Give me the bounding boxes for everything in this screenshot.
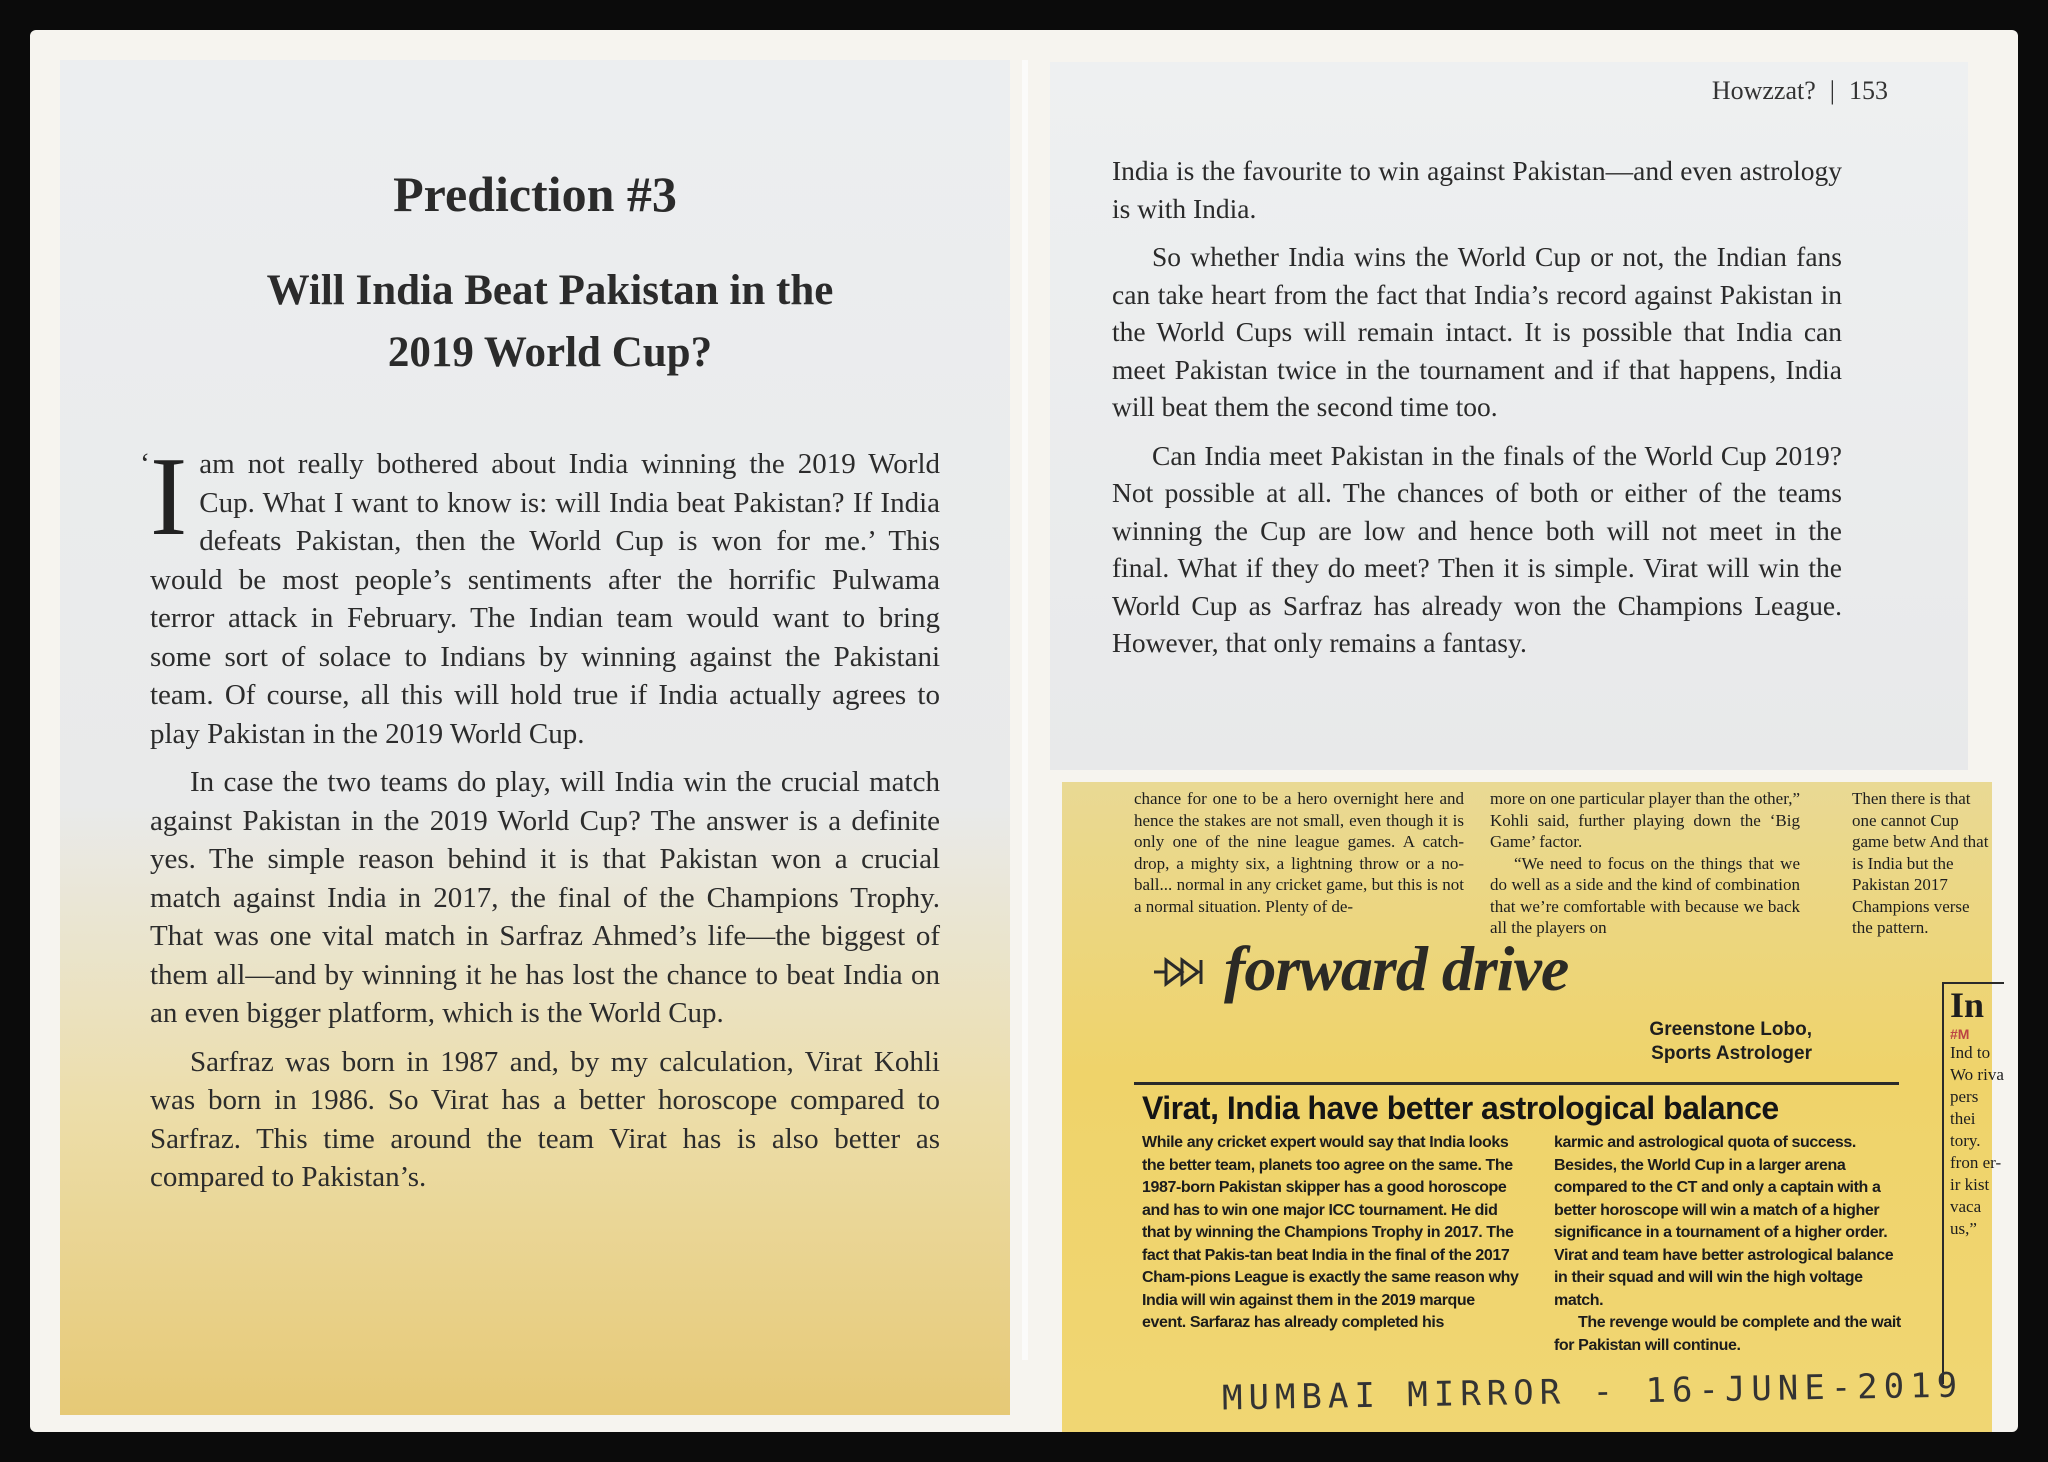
clip-column-3: Then there is that one cannot Cup game betw And that is India but the Pakistan 2017 Champions verse the pattern. — [1852, 789, 1989, 937]
chapter-subtitle — [150, 260, 950, 384]
right-body-text — [1112, 152, 1842, 673]
subtitle-line-2: 2019 World Cup? — [387, 329, 713, 376]
page-gutter — [1022, 60, 1028, 1360]
clip-headline: Virat, India have better astrological balance — [1142, 1090, 1779, 1126]
running-head-title: Howzzat? — [1711, 76, 1816, 105]
running-head: Howzzat? | 153 — [1711, 76, 1888, 105]
right-paragraph-3: Can India meet Pakistan in the finals of the World Cup 2019? Not possible at all. The chances of both or either of the teams winning the Cup are low and hence both will not meet in the final. What if they do meet? Then it is simple. Virat will win the World Cup as Sarfraz has already won the Champions League. However, that only remains a fantasy. — [1112, 439, 1842, 658]
right-paragraph-2: So whether India wins the World Cup or not, the Indian fans can take heart from the fact that India’s record against Pakistan in the World Cups will remain intact. It is possible that India can meet Pakistan twice in the tournament and if that happens, India will beat them the second time too. — [1112, 241, 1842, 422]
author-role: Sports Astrologer — [1651, 1043, 1812, 1064]
left-paragraph-1: Iam not really bothered about India winning the 2019 World Cup. What I want to know is: will India beat Pakistan? If India defeats Pakistan, then the World Cup is won for me.’ This would be most people’s sentiments after the horrific Pulwama terror attack in February. The Indian team would want to bring some sort of solace to Indians by winning against the Pakistani team. Of course, all this will hold true if India actually agrees to play Pakistan in the 2019 World Cup. — [150, 435, 940, 750]
byline — [1649, 1018, 1812, 1066]
headline-rule — [1134, 1082, 1899, 1085]
side-box-tag: #M — [1950, 1026, 1970, 1042]
story-column-2: karmic and astrological quota of success. Besides, the World Cup in a larger arena compared to the CT and only a captain with a better horoscope will win a match of a higher significance in a tournament of a higher order. Virat and team have better astrological balance in their squad and will win the high voltage match. The revenge would be complete and the wait for Pakistan will continue. — [1554, 1134, 1901, 1354]
side-box-text: Ind to Wo riva pers thei tory. fron er-ir kist vaca us,” — [1950, 1043, 2004, 1238]
handwritten-date-note: MUMBAI MIRROR - 16-JUNE-2019 — [1221, 1365, 1964, 1419]
subtitle-line-1: Will India Beat Pakistan in the — [266, 267, 834, 314]
story-column-1: While any cricket expert would say that India looks the better team, planets too agree on the same. The 1987-born Pakistan skipper has a good horoscope and has to win one major ICC tournament. He did that by winning the Champions Trophy in 2017. The fact that Pakis-tan beat India in the final of the 2017 Cham-pions League is exactly the same reason why India will win against them in the 2019 marque event. Sarfaraz has already completed his — [1142, 1134, 1519, 1331]
prediction-title: Prediction #3 — [393, 166, 677, 222]
fast-forward-icon — [1154, 958, 1212, 986]
book-page-left — [60, 60, 1010, 1415]
drop-cap: I — [150, 435, 188, 559]
clip-column-1: chance for one to be a hero overnight here and hence the stakes are not small, even though it is only one of the nine league games. A catch-drop, a mighty six, a lightning throw or a no-ball... normal in any cricket game, but this is not a normal situation. Plenty of de- — [1134, 789, 1464, 916]
open-quote: ‘ — [140, 447, 150, 480]
section-title: forward drive — [1224, 933, 1569, 1004]
newspaper-clipping — [1062, 782, 2004, 1432]
clip-column-2: more on one particular player than the other,” Kohli said, further playing down the ‘Big Game’ factor. “We need to focus on the things that we do well as a side and the kind of combination that we’re comfortable with because we back all the players on — [1490, 789, 1800, 937]
book-page-right — [1050, 62, 1968, 770]
left-body-text — [140, 435, 940, 1207]
left-paragraph-2: In case the two teams do play, will India win the crucial match against Pakistan in the 2019 World Cup? The answer is a definite yes. The simple reason behind it is that Pakistan won a crucial match against India in 2017, the final of the Champions Trophy. That was one vital match in Sarfraz Ahmed’s life—the biggest of them all—and by winning it he has lost the chance to beat India on an even bigger platform, which is the World Cup. — [150, 766, 940, 1029]
left-paragraph-3: Sarfraz was born in 1987 and, by my calculation, Virat Kohli was born in 1986. So Virat has a better horoscope compared to Sarfraz. This time around the team Virat has is also better as compared to Pakistan’s. — [150, 1045, 940, 1193]
side-box — [1942, 982, 2004, 1384]
author-name: Greenstone Lobo, — [1649, 1019, 1812, 1040]
right-paragraph-1: India is the favourite to win against Pakistan—and even astrology is with India. — [1112, 155, 1842, 224]
page-number: 153 — [1849, 76, 1888, 105]
side-box-head: In — [1950, 985, 1985, 1025]
